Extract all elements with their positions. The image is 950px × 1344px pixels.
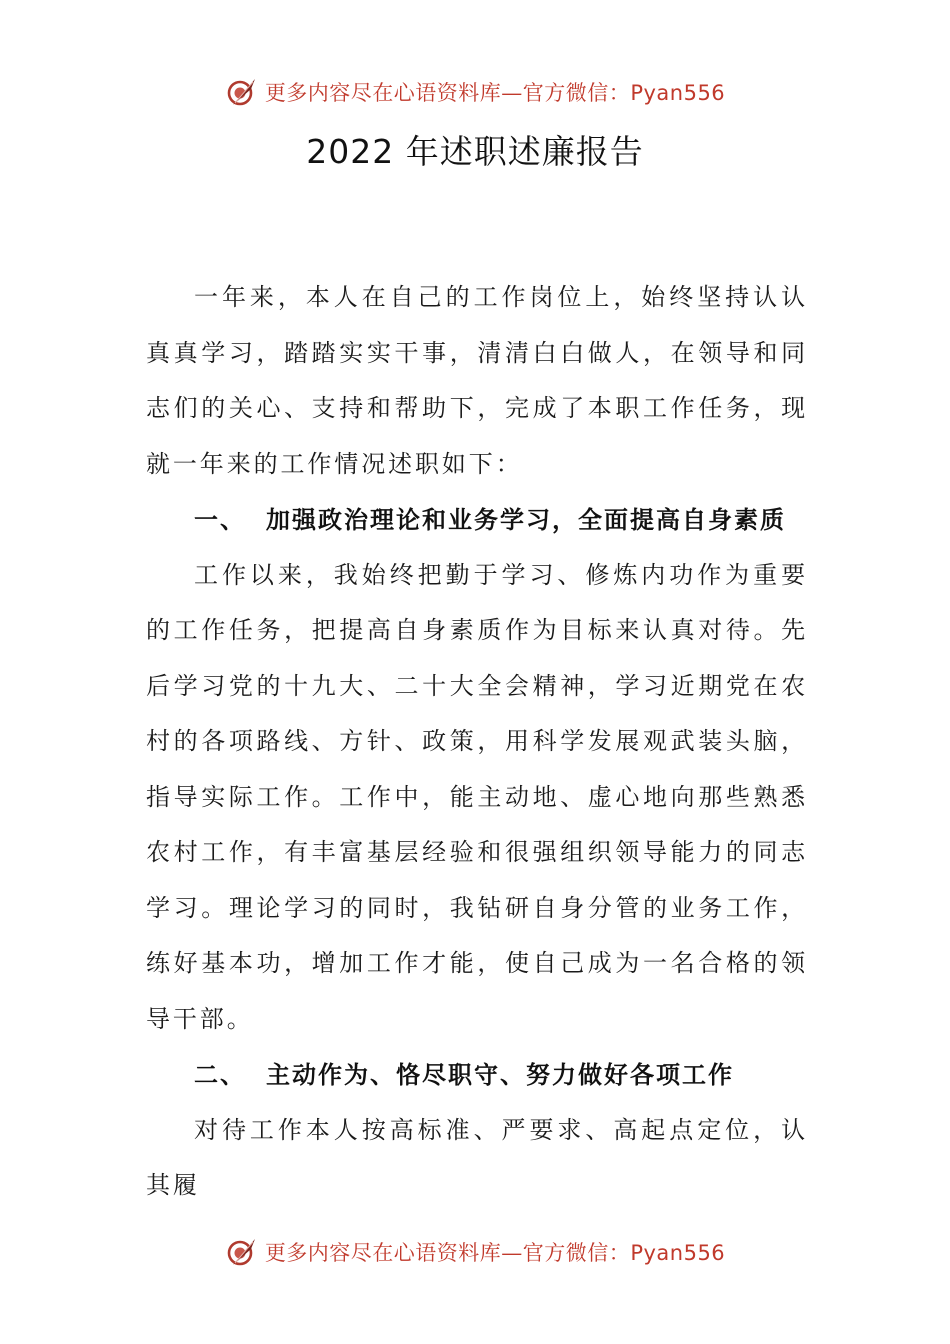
quill-logo-icon	[225, 1235, 259, 1269]
footer-banner-wechat-id: Pyan556	[630, 1241, 726, 1265]
intro-paragraph: 一年来，本人在自己的工作岗位上，始终坚持认认真真学习，踏踏实实干事，清清白白做人，在领导和同志们的关心、支持和帮助下，完成了本职工作任务，现就一年来的工作情况述职如下：	[146, 283, 808, 478]
header-watermark-banner	[0, 74, 950, 110]
section-2-paragraph: 对待工作本人按高标准、严要求、高起点定位，认其履	[146, 1115, 808, 1199]
document-body	[146, 270, 808, 1214]
section-2-heading	[146, 1047, 808, 1103]
section-1-paragraph: 工作以来，我始终把勤于学习、修炼内功作为重要的工作任务，把提高自身素质作为目标来认真对待。先后学习党的十九大、二十大全会精神，学习近期党在农村的各项路线、方针、政策，用科学发展观武装头脑，指导实际工作。工作中，能主动地、虚心地向那些熟悉农村工作，有丰富基层经验和很强组织领导能力的同志学习。理论学习的同时，我钻研自身分管的业务工作，练好基本功，增加工作才能，使自己成为一名合格的领导干部。	[146, 560, 808, 1033]
document-title: 2022 年述职述廉报告	[306, 132, 644, 171]
banner-text: 更多内容尽在心语资料库—官方微信：	[264, 81, 631, 105]
footer-banner-text: 更多内容尽在心语资料库—官方微信：	[264, 1241, 631, 1265]
section-1-title: 加强政治理论和业务学习，全面提高自身素质	[266, 505, 786, 534]
footer-watermark-banner	[0, 1234, 950, 1270]
section-2-number: 二、	[194, 1060, 246, 1089]
section-1-heading	[146, 492, 808, 548]
section-1-number: 一、	[194, 505, 246, 534]
banner-wechat-id: Pyan556	[630, 81, 726, 105]
section-2-title: 主动作为、恪尽职守、努力做好各项工作	[266, 1060, 734, 1089]
quill-logo-icon	[225, 75, 259, 109]
